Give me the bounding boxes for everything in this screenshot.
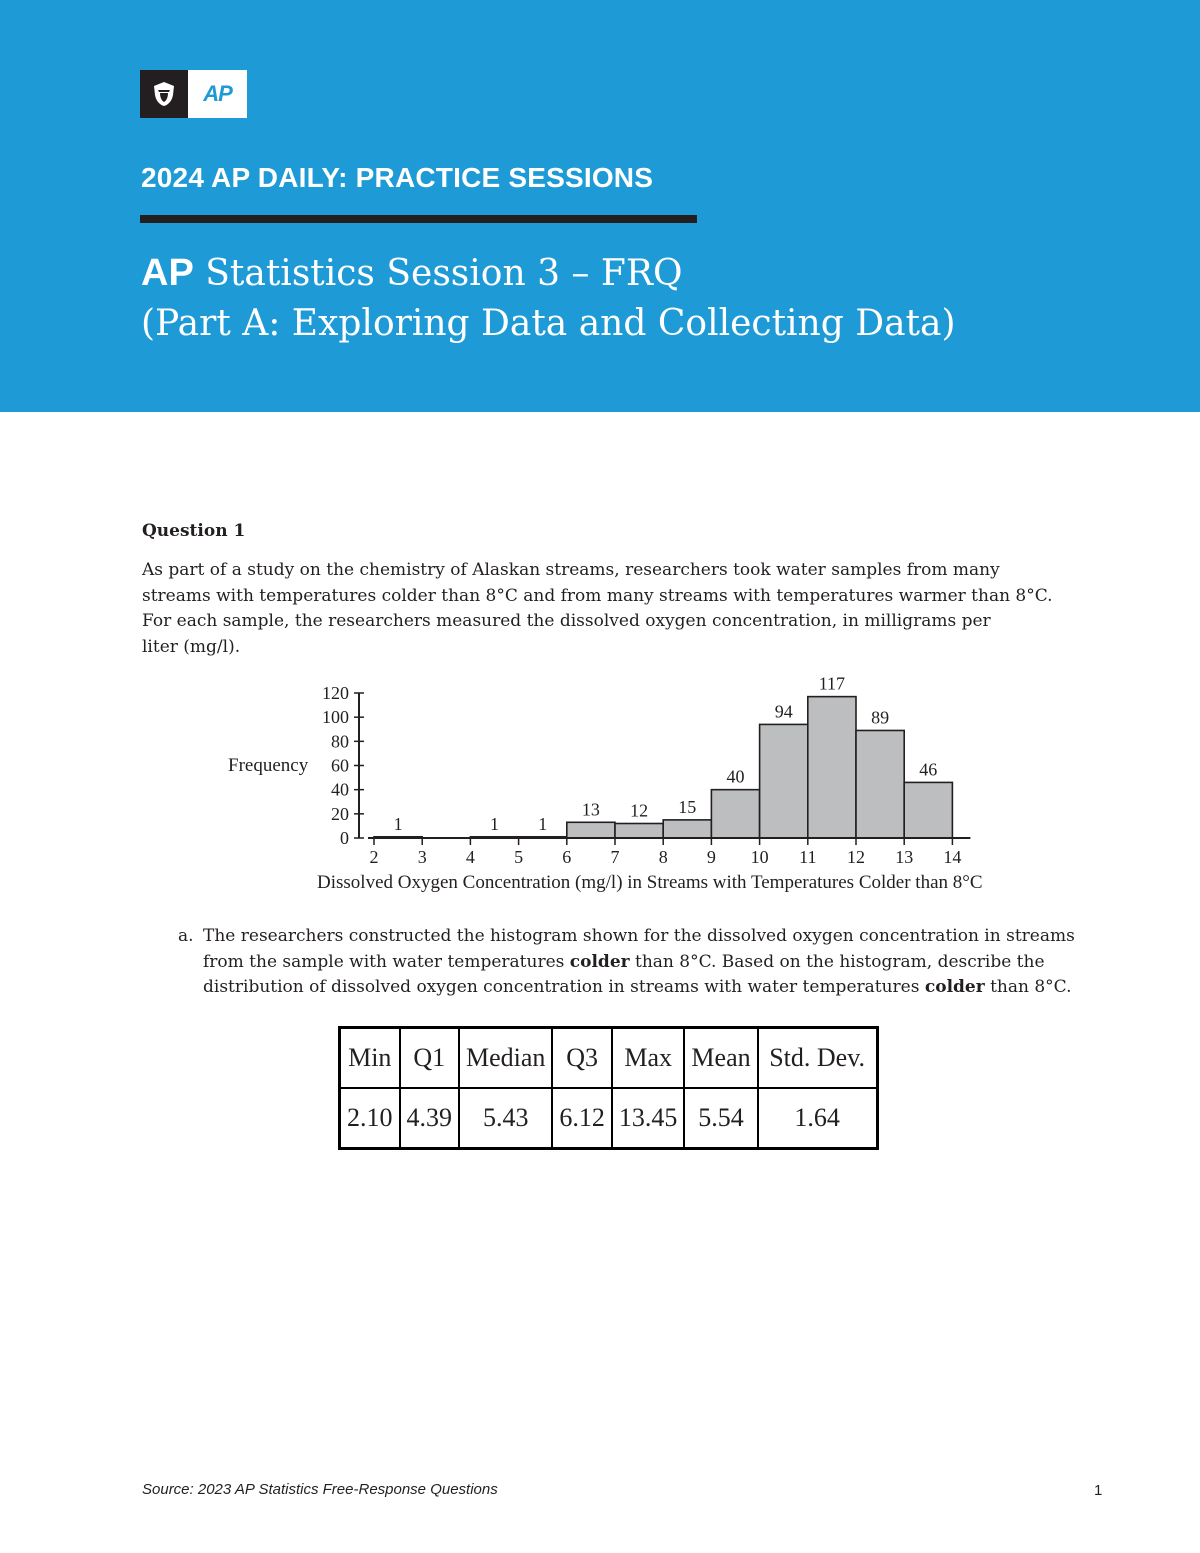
header-cell: Q3: [552, 1028, 612, 1089]
x-tick-label: 4: [465, 847, 475, 867]
header-banner: [0, 0, 1200, 412]
bar-data-label: 94: [774, 701, 793, 722]
ap-logo-text: AP: [188, 70, 247, 118]
histogram-bar: [808, 697, 856, 838]
header-cell: Min: [340, 1028, 400, 1089]
title-divider: [140, 215, 697, 223]
bar-data-label: 15: [678, 796, 697, 817]
x-axis-title: Dissolved Oxygen Concentration (mg/l) in Streams with Temperatures Colder than 8°C: [317, 872, 983, 893]
part-a-text: [203, 924, 1075, 1001]
histogram-chart: [220, 672, 1020, 894]
table-row: [340, 1088, 878, 1149]
histogram-bar: [567, 822, 615, 838]
histogram-bar: [663, 820, 711, 838]
x-tick-label: 6: [562, 847, 572, 867]
y-tick-label: 20: [331, 803, 349, 824]
bar-data-label: 1: [538, 813, 548, 834]
x-tick-label: 13: [895, 847, 914, 867]
x-tick-label: 2: [369, 847, 379, 867]
histogram-bar: [760, 724, 808, 838]
histogram-bar: [904, 782, 952, 838]
x-tick-label: 12: [847, 847, 865, 867]
value-cell: 5.54: [684, 1088, 757, 1149]
x-tick-label: 14: [943, 847, 962, 867]
table-header-row: [340, 1028, 878, 1089]
x-tick-label: 7: [610, 847, 620, 867]
bar-data-label: 89: [871, 707, 890, 728]
x-tick-label: 10: [750, 847, 769, 867]
bar-data-label: 12: [630, 800, 649, 821]
histogram-bar: [711, 790, 759, 838]
series-title: 2024 AP DAILY: PRACTICE SESSIONS: [141, 162, 654, 193]
page-number: 1: [1094, 1482, 1103, 1499]
bar-data-label: 46: [919, 759, 938, 780]
bar-data-label: 1: [393, 813, 403, 834]
histogram-bar: [856, 730, 904, 838]
question-line: liter (mg/l).: [142, 636, 241, 657]
title-text: Statistics Session 3 – FRQ: [193, 253, 683, 294]
histogram-bar: [615, 824, 663, 839]
header-cell: Std. Dev.: [758, 1028, 878, 1089]
question-line: streams with temperatures colder than 8°C and from many streams with temperatures warmer than 8°C.: [142, 585, 1053, 606]
y-tick-label: 100: [322, 707, 349, 728]
x-tick-label: 9: [706, 847, 716, 867]
value-cell: 1.64: [758, 1088, 878, 1149]
bold-text: colder: [924, 977, 985, 997]
bar-data-label: 117: [818, 673, 846, 694]
text-run: from the sample with water temperatures: [203, 951, 570, 972]
summary-stats-table: [338, 1026, 879, 1150]
y-tick-label: 80: [331, 731, 349, 752]
x-tick-label: 8: [658, 847, 668, 867]
header-cell: Max: [612, 1028, 685, 1089]
y-tick-label: 0: [340, 828, 349, 848]
page-title: [141, 248, 956, 349]
part-a-line: [203, 950, 1075, 976]
value-cell: 13.45: [612, 1088, 685, 1149]
x-tick-label: 3: [417, 847, 427, 867]
header-cell: Median: [459, 1028, 552, 1089]
value-cell: 2.10: [340, 1088, 400, 1149]
y-tick-label: 60: [331, 755, 349, 776]
text-run: distribution of dissolved oxygen concentration in streams with water temperatures: [203, 977, 925, 997]
text-run: than 8°C. Based on the histogram, describe the: [629, 951, 1045, 972]
question-heading: Question 1: [142, 521, 246, 541]
title-ap: AP: [141, 252, 194, 294]
page-subtitle: (Part A: Exploring Data and Collecting Data): [141, 303, 956, 344]
part-a-line: [203, 975, 1075, 1001]
question-line: As part of a study on the chemistry of Alaskan streams, researchers took water samples from many: [142, 560, 1000, 580]
y-tick-label: 40: [331, 779, 349, 800]
value-cell: 6.12: [552, 1088, 612, 1149]
part-a-letter: a.: [178, 926, 194, 946]
question-line: For each sample, the researchers measured the dissolved oxygen concentration, in milligrams per: [142, 611, 991, 631]
value-cell: 5.43: [459, 1088, 552, 1149]
value-cell: 4.39: [400, 1088, 460, 1149]
ap-logo: [140, 70, 247, 118]
bold-text: colder: [569, 951, 630, 972]
text-run: than 8°C.: [984, 977, 1072, 997]
footer-source: Source: 2023 AP Statistics Free-Response Questions: [142, 1481, 498, 1498]
bar-data-label: 40: [726, 766, 745, 787]
acorn-shield-icon: [140, 70, 188, 118]
part-a-line: The researchers constructed the histogram shown for the dissolved oxygen concentration in streams: [203, 926, 1075, 946]
y-tick-label: 120: [322, 683, 349, 703]
x-tick-label: 5: [514, 847, 524, 867]
bar-data-label: 1: [490, 813, 499, 834]
header-cell: Mean: [684, 1028, 757, 1089]
header-cell: Q1: [400, 1028, 460, 1089]
bar-data-label: 13: [581, 799, 600, 820]
y-axis-title: Frequency: [228, 755, 309, 776]
x-tick-label: 11: [799, 847, 817, 867]
question-body: [142, 558, 1082, 660]
